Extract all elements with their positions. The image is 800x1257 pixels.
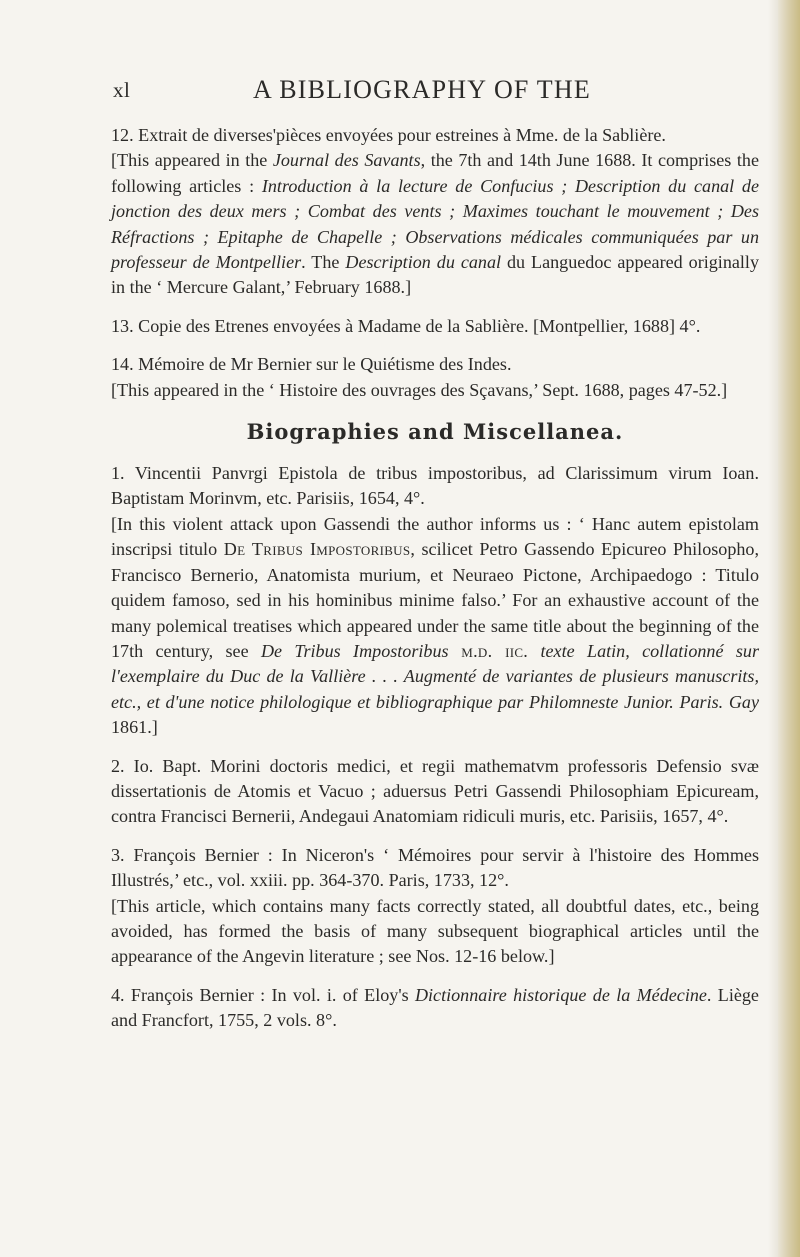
bio-entry-4 bbox=[111, 983, 759, 1034]
bio-entry-1-note-date: m.d. iic. bbox=[448, 640, 529, 661]
bio-entry-1-note-text-a: [In this violent attack upon Gassendi the author informs us : ‘ Hanc autem epistolam inscripsi titulo bbox=[111, 513, 759, 560]
bio-entry-3-title: 3. François Bernier : In Niceron's ‘ Mémoires pour servir à l'histoire des Hommes Illustrés,’ etc., vol. xxiii. pp. 364-370. Paris, 1733, 12°. bbox=[111, 844, 759, 891]
page-header bbox=[0, 75, 800, 118]
section-heading: Biographies and Miscellanea. bbox=[246, 419, 624, 445]
bio-entry-1-note bbox=[111, 512, 759, 741]
page-number: xl bbox=[113, 78, 131, 102]
entry-12-note-text-c: , the 7th and 14th June 1688. It comprises the following articles : bbox=[111, 150, 759, 196]
entry-13 bbox=[111, 314, 759, 339]
entry-12-note-canal: Description du canal bbox=[345, 252, 502, 273]
bio-entry-3-note: [This article, which contains many facts correctly stated, all doubtful dates, etc., being avoided, has formed the basis of many subsequent biographical articles until the appearance of the Angevin literature ; see Nos. 12-16 below.] bbox=[111, 895, 759, 967]
bio-entry-1-note-year: 1861.] bbox=[111, 717, 158, 738]
bio-entry-4-text-c: . Liège and Francfort, 1755, 2 vols. 8°. bbox=[111, 984, 759, 1031]
entry-12-note-journal: Journal des Savants bbox=[272, 150, 421, 171]
entry-14-note: [This appeared in the ‘ Histoire des ouvrages des Sçavans,’ Sept. 1688, pages 47-52.] bbox=[111, 379, 728, 400]
bio-entry-3 bbox=[111, 843, 759, 970]
entry-12-note-text-a: [This appeared in the bbox=[111, 150, 273, 171]
bio-entry-4-text-a: 4. François Bernier : In vol. i. of Eloy's bbox=[111, 984, 415, 1005]
entry-12-title: 12. Extrait de diverses'pièces envoyées pour estreines à Mme. de la Sablière. bbox=[111, 125, 666, 145]
entry-12-note-text-e: . The bbox=[301, 252, 346, 273]
running-title: A BIBLIOGRAPHY OF THE bbox=[253, 75, 591, 104]
bio-entry-1-note-title-smallcaps: De Tribus Impostoribus bbox=[223, 539, 411, 560]
bio-entry-1 bbox=[111, 461, 759, 740]
bio-entry-1-note-title-italic: De Tribus Impostoribus bbox=[260, 640, 449, 661]
page-edge-shade bbox=[768, 0, 778, 1257]
bio-entry-4-dictionary: Dictionnaire historique de la Médecine bbox=[414, 984, 707, 1005]
bio-entry-1-note-text-c: , scilicet Petro Gassendo Epicureo Philosopho, Francisco Bernerio, Anatomista murium, et Neuraeo Pictone, Archipaedogo : Titulo quidem famoso, sed in his hominibus minime falso.’ For an exhaustive account of the many polemical treatises which appeared under the same title about the beginning of the 17th century, see bbox=[111, 539, 759, 661]
entry-12-note-articles: Introduction à la lecture de Confucius ; Description du canal de jonction des deux mers ; Combat des vents ; Maximes touchant le mouvement ; Des Réfractions ; Epitaphe de Chapelle ; Observations médicales communiquées par un professeur de Montpellier bbox=[111, 175, 760, 273]
bio-entry-1-title: 1. Vincentii Panvrgi Epistola de tribus impostoribus, ad Clarissimum virum Ioan. Baptistam Morinvm, etc. Parisiis, 1654, 4°. bbox=[111, 463, 759, 509]
entry-12 bbox=[111, 123, 759, 301]
page-edge-binding bbox=[778, 0, 800, 1257]
spacer bbox=[111, 830, 759, 843]
spacer bbox=[111, 339, 759, 352]
entry-14 bbox=[111, 352, 759, 403]
entry-12-note bbox=[111, 148, 759, 300]
bio-entry-2-title: 2. Io. Bapt. Morini doctoris medici, et regii mathematvm professoris Defensio svæ dissertationis de Atomis et Vacuo ; aduersus Petri Gassendi Philosophiam Epicuream, contra Francisci Bernerii, Andegaui Anatomiam ridiculi muris, etc. Parisiis, 1657, 4°. bbox=[111, 755, 759, 827]
spacer bbox=[111, 301, 759, 314]
bio-entry-1-note-edition: texte Latin, collationné sur l'exemplaire du Duc de la Vallière . . . Augmenté de variantes de plusieurs manuscrits, etc., et d'une notice philologique et bibliographique par Philomneste Junior. Paris. Gay bbox=[111, 640, 759, 712]
entry-12-note-text-g: du Languedoc appeared originally in the ‘ Mercure Galant,’ February 1688.] bbox=[111, 252, 759, 298]
page-body bbox=[111, 123, 759, 1034]
spacer bbox=[111, 970, 759, 983]
entry-14-title: 14. Mémoire de Mr Bernier sur le Quiétisme des Indes. bbox=[111, 354, 512, 375]
bio-entry-4-title bbox=[111, 983, 759, 1034]
entry-13-title: 13. Copie des Etrenes envoyées à Madame de la Sablière. [Montpellier, 1688] 4°. bbox=[111, 315, 701, 336]
bio-entry-2 bbox=[111, 754, 759, 830]
spacer bbox=[111, 741, 759, 754]
